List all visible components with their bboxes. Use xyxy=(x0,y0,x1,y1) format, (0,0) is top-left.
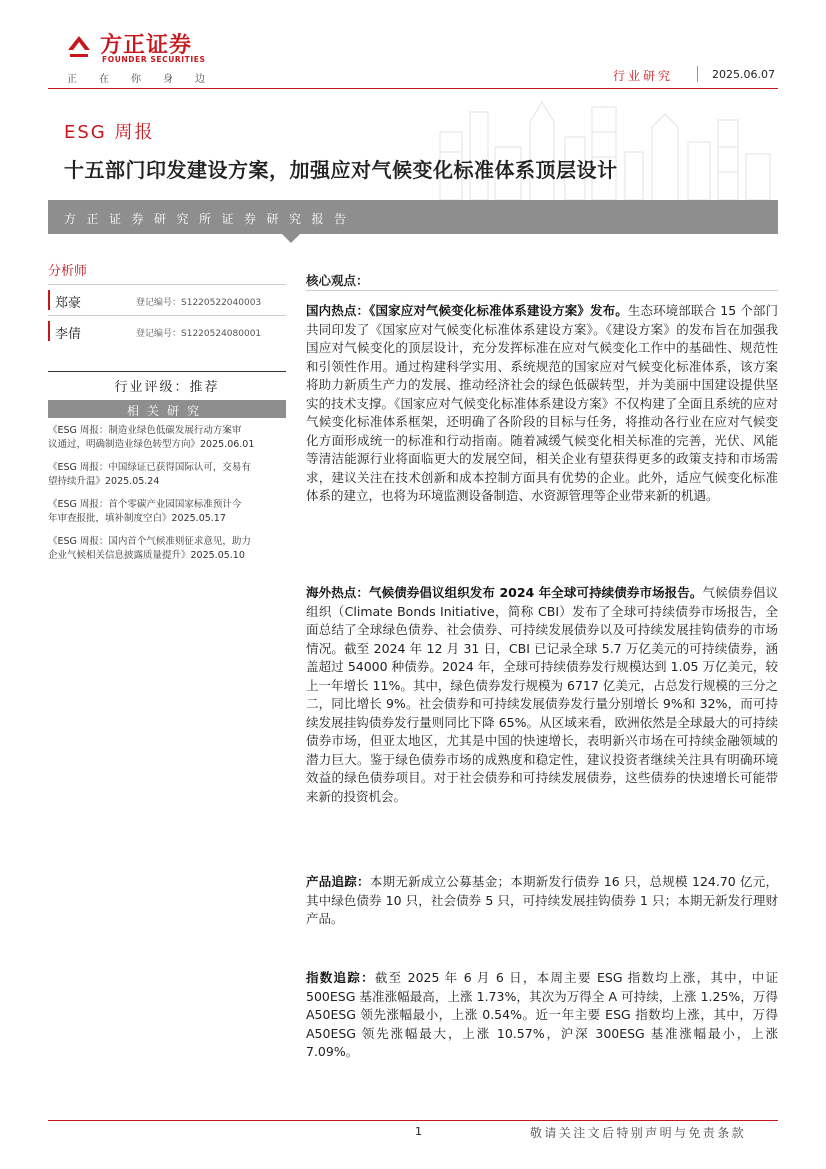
domestic-hotspot-paragraph xyxy=(306,302,778,506)
analyst-marker xyxy=(48,290,50,310)
related-research-heading: 相关研究 xyxy=(126,404,207,418)
city-skyline-decoration xyxy=(420,92,780,200)
product-tracking-paragraph xyxy=(306,873,778,929)
logo-english: FOUNDER SECURITIES xyxy=(102,55,206,64)
related-report-line: 年审查报批，填补制度空白》2025.05.17 xyxy=(48,512,226,524)
institute-band-text: 方正证券研究所证券研究报告 xyxy=(64,212,357,226)
footer-rule xyxy=(48,1120,778,1121)
analyst-registration: 登记编号：S1220522040003 xyxy=(136,298,262,308)
related-report-link[interactable] xyxy=(48,498,284,525)
slogan: 正在你身边 xyxy=(67,74,227,85)
related-report-line: 议通过，明确制造业绿色转型方向》2025.06.01 xyxy=(48,438,255,450)
analyst-marker xyxy=(48,321,50,341)
header-separator xyxy=(697,66,698,82)
related-report-line: 企业气候相关信息披露质量提升》2025.05.10 xyxy=(48,549,245,561)
related-report-line: 《ESG 周报：国内首个气候准则征求意见，助力 xyxy=(48,536,251,547)
related-report-line: 《ESG 周报：首个零碳产业园国家标准预计今 xyxy=(48,499,242,510)
analyst-heading: 分析师 xyxy=(48,264,88,279)
paragraph-body: 截至 2025 年 6 月 6 日，本周主要 ESG 指数均上涨，其中，中证 500ESG 基准涨幅最高，上涨 1.73%，其次为万得全 A 可持续，上涨 1.25%，万得 A50ESG 领先涨幅最小，上涨 0.54%。近一年主要 ESG 指数均上涨，其中，万得 A50ESG 领先涨幅最大，上涨 10.57%，沪深 300ESG 基准涨幅最小，上涨 7.09%。 xyxy=(306,970,778,1059)
analyst-divider xyxy=(48,315,286,316)
rating-divider xyxy=(48,371,286,372)
paragraph-lead: 产品追踪： xyxy=(306,874,370,889)
industry-rating: 行业评级：推荐 xyxy=(114,380,220,395)
paragraph-lead: 国内热点：《国家应对气候变化标准体系建设方案》发布。 xyxy=(306,303,628,318)
paragraph-lead: 指数追踪： xyxy=(306,970,375,985)
page-number: 1 xyxy=(415,1125,422,1138)
core-views-heading: 核心观点： xyxy=(306,273,369,288)
related-report-line: 《ESG 周报：中国绿证已获得国际认可，交易有 xyxy=(48,462,251,473)
disclaimer-notice: 敬请关注文后特别声明与免责条款 xyxy=(530,1126,747,1140)
band-pointer xyxy=(282,234,300,243)
index-tracking-paragraph xyxy=(306,969,778,1062)
analyst-name: 李倩 xyxy=(55,327,82,342)
related-report-line: 望持续升温》2025.05.24 xyxy=(48,475,160,487)
related-report-link[interactable] xyxy=(48,461,284,488)
overseas-hotspot-paragraph xyxy=(306,584,778,806)
report-date: 2025.06.07 xyxy=(712,68,775,81)
founder-logo-icon xyxy=(64,30,94,60)
header-rule xyxy=(48,88,778,89)
report-title: 十五部门印发建设方案，加强应对气候变化标准体系顶层设计 xyxy=(64,158,618,182)
paragraph-lead: 海外热点：气候债券倡议组织发布 2024 年全球可持续债券市场报告。 xyxy=(306,585,703,600)
paragraph-body: 气候债券倡议组织（Climate Bonds Initiative，简称 CBI）发布了全球可持续债券市场报告，全面总结了全球绿色债券、社会债券、可持续发展债券以及可持续发展挂钩债券的市场情况。截至 2024 年 12 月 31 日，CBI 已记录全球 5.7 万亿美元的可持续债券，涵盖超过 54000 种债券。2024 年，全球可持续债券发行规模达到 1.05 万亿美元，较上一年增长 11%。其中，绿色债券发行规模为 6717 亿美元，占总发行规模的三分之二，同比增长 9%。社会债券和可持续发展债券发行量分别增长 9%和 32%，而可持续发展挂钩债券发行量则同比下降 65%。从区域来看，欧洲依然是全球最大的可持续债券市场，但亚太地区，尤其是中国的快速增长，表明新兴市场在可持续金融领域的潜力巨大。鉴于绿色债券市场的成熟度和稳定性，建议投资者继续关注具有明确环境效益的绿色债券项目。对于社会债券和可持续发展债券，这些债券的快速增长可能带来新的投资机会。 xyxy=(306,585,778,804)
report-series-label: ESG 周报 xyxy=(64,122,155,143)
core-divider xyxy=(306,290,778,291)
report-category: 行业研究 xyxy=(613,69,674,83)
analyst-divider xyxy=(48,284,286,285)
logo-text: 方正证券 xyxy=(100,33,193,58)
paragraph-body: 本期无新成立公募基金；本期新发行债券 16 只，总规模 124.70 亿元，其中绿色债券 10 只，社会债券 5 只，可持续发展挂钩债券 1 只；本期无新发行理财产品。 xyxy=(306,874,778,926)
related-report-link[interactable] xyxy=(48,424,284,451)
paragraph-body: 生态环境部联合 15 个部门共同印发了《国家应对气候变化标准体系建设方案》。《建设方案》的发布旨在加强我国应对气候变化的顶层设计，充分发挥标准在应对气候变化工作中的基础性、规范性和引领性作用。通过构建科学实用、系统规范的国家应对气候变化标准体系，该方案将助力新质生产力的发展、推动经济社会的绿色低碳转型，并为美丽中国建设提供坚实的技术支撑。《国家应对气候变化标准体系建设方案》不仅构建了全面且系统的应对气候变化标准体系框架，还明确了各阶段的目标与任务，将推动各行业在应对气候变化方面形成统一的标准和行动指南。随着减缓气候变化相关标准的完善，光伏、风能等清洁能源行业将面临更大的发展空间，相关企业有望获得更多的政策支持和市场需求，建议关注在技术创新和成本控制方面具有优势的企业。此外，适应气候变化标准体系的建立，也将为环境监测设备制造、水资源管理等企业带来新的机遇。 xyxy=(306,303,778,503)
related-report-line: 《ESG 周报：制造业绿色低碳发展行动方案审 xyxy=(48,425,242,436)
analyst-registration: 登记编号：S1220524080001 xyxy=(136,329,262,339)
analyst-name: 郑豪 xyxy=(55,296,82,311)
related-report-link[interactable] xyxy=(48,535,284,562)
